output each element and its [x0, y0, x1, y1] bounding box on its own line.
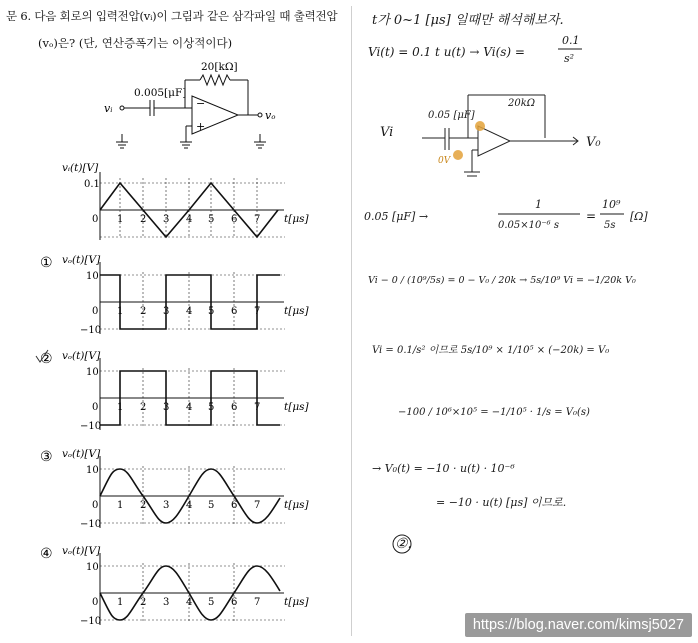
highlight-dot	[475, 121, 485, 131]
option-3-xtick: 3	[163, 500, 170, 511]
note-line-3-den2: 5s	[604, 220, 616, 231]
option-1-xunit: t[μs]	[284, 305, 309, 317]
note-circuit-vin: Vi	[380, 125, 394, 140]
note-circuit-vout: V₀	[586, 135, 601, 150]
option-1-xtick: 1	[117, 306, 124, 317]
option-4-yneg: −10	[80, 616, 102, 627]
input-xunit: t[μs]	[284, 213, 309, 225]
note-line-2-den: s²	[564, 52, 575, 65]
option-3-xunit: t[μs]	[284, 499, 309, 511]
input-xtick: 3	[163, 214, 170, 225]
input-xtick: 5	[208, 214, 215, 225]
option-1-yneg: −10	[80, 325, 102, 336]
opamp-plus: +	[196, 120, 206, 133]
input-xtick: 2	[140, 214, 147, 225]
note-circuit-cap: 0.05 [μF]	[428, 110, 475, 121]
option-3-xtick: 6	[231, 500, 238, 511]
option-4-xtick: 2	[140, 597, 147, 608]
option-3-ylabel: vₒ(t)[V]	[62, 448, 101, 460]
vout-label: vₒ	[265, 109, 276, 122]
option-4-xtick: 7	[254, 597, 261, 608]
option-4-graph	[0, 543, 350, 631]
option-1-xtick: 7	[254, 306, 261, 317]
option-3-graph	[0, 446, 350, 534]
note-line-5: Vi = 0.1/s² 이므로 5s/10⁹ × 1/10⁵ × (−20k) = V₀	[372, 345, 610, 356]
option-2-xtick: 7	[254, 402, 261, 413]
option-3-xtick: 7	[254, 500, 261, 511]
option-2-ypos: 10	[86, 367, 99, 378]
option-1-xtick: 6	[231, 306, 238, 317]
option-4-ylabel: vₒ(t)[V]	[62, 545, 101, 557]
blog-watermark: https://blog.naver.com/kimsj5027	[465, 613, 692, 637]
option-3-yneg: −10	[80, 519, 102, 530]
note-line-1: t가 0~1 [μs] 일때만 해석해보자.	[372, 13, 564, 28]
input-xtick: 7	[254, 214, 261, 225]
option-4-ypos: 10	[86, 562, 99, 573]
option-1-xtick: 4	[186, 306, 193, 317]
option-3-zero: 0	[92, 500, 99, 511]
note-line-3-eq: =	[586, 209, 597, 223]
question-line-2: (vₒ)은? (단, 연산증폭기는 이상적이다)	[38, 36, 233, 50]
option-3-ypos: 10	[86, 465, 99, 476]
option-1-number: ①	[40, 255, 53, 271]
option-2-ylabel: vₒ(t)[V]	[62, 350, 101, 362]
option-2-xtick: 6	[231, 402, 238, 413]
vin-label: vᵢ	[104, 102, 113, 115]
option-1-xtick: 3	[163, 306, 170, 317]
resistor-label: 20[kΩ]	[201, 61, 238, 73]
input-xtick: 1	[117, 214, 124, 225]
option-2-number: ②	[40, 351, 53, 367]
option-4-xtick: 5	[208, 597, 215, 608]
option-3-xtick: 4	[186, 500, 193, 511]
option-2-xunit: t[μs]	[284, 401, 309, 413]
capacitor-label: 0.005[μF]	[134, 87, 187, 99]
option-3-xtick: 5	[208, 500, 215, 511]
option-3-xtick: 2	[140, 500, 147, 511]
opamp-minus: −	[196, 97, 206, 110]
option-2-xtick: 3	[163, 402, 170, 413]
input-xtick: 4	[186, 214, 193, 225]
note-circuit-res: 20kΩ	[508, 98, 536, 109]
option-1-ylabel: vₒ(t)[V]	[62, 254, 101, 266]
note-line-2-num: 0.1	[562, 34, 580, 47]
option-4-zero: 0	[92, 597, 99, 608]
input-xtick: 6	[231, 214, 238, 225]
note-answer: ②.	[395, 536, 413, 552]
option-4-xtick: 4	[186, 597, 193, 608]
note-circuit-ov: 0V	[438, 156, 451, 166]
option-2-yneg: −10	[80, 421, 102, 432]
option-2-xtick: 5	[208, 402, 215, 413]
note-line-3-num: 1	[535, 198, 542, 211]
option-4-number: ④	[40, 546, 53, 562]
option-4-xtick: 6	[231, 597, 238, 608]
question-line-1: 문 6. 다음 회로의 입력전압(vᵢ)이 그림과 같은 삼각파일 때 출력전압	[6, 9, 338, 23]
option-2-graph	[0, 348, 350, 436]
note-line-3a: 0.05 [μF] →	[364, 210, 429, 223]
handwritten-solution	[350, 0, 698, 643]
note-line-4: Vi − 0 / (10⁹/5s) = 0 − V₀ / 20k → 5s/10⁹ Vi = −1/20k V₀	[368, 275, 636, 286]
note-line-3-num2: 10⁹	[602, 198, 621, 211]
note-line-7b: = −10 · u(t) [μs] 이므로.	[436, 496, 567, 509]
option-3-xtick: 1	[117, 500, 124, 511]
circuit-diagram	[0, 50, 350, 160]
option-1-graph	[0, 252, 350, 340]
input-waveform-graph	[0, 160, 350, 250]
option-3-number: ③	[40, 449, 53, 465]
input-zero: 0	[92, 214, 99, 225]
note-line-3-unit: [Ω]	[630, 210, 648, 223]
option-1-xtick: 2	[140, 306, 147, 317]
option-1-zero: 0	[92, 306, 99, 317]
note-line-7a: → V₀(t) = −10 · u(t) · 10⁻⁶	[372, 462, 515, 475]
input-ylabel: vᵢ(t)[V]	[62, 162, 99, 174]
note-line-3-den: 0.05×10⁻⁶ s	[498, 220, 559, 231]
option-2-xtick: 1	[117, 402, 124, 413]
option-4-xunit: t[μs]	[284, 596, 309, 608]
input-ytick: 0.1	[84, 179, 100, 190]
option-1-xtick: 5	[208, 306, 215, 317]
highlight-dot	[453, 150, 463, 160]
option-4-xtick: 1	[117, 597, 124, 608]
solution-notes	[350, 0, 698, 643]
note-line-2: Vi(t) = 0.1 t u(t) → Vi(s) =	[368, 45, 525, 59]
option-2-zero: 0	[92, 402, 99, 413]
option-4-xtick: 3	[163, 597, 170, 608]
option-2-xtick: 4	[186, 402, 193, 413]
option-2-xtick: 2	[140, 402, 147, 413]
note-line-6: −100 / 10⁶×10⁵ = −1/10⁵ · 1/s = V₀(s)	[398, 407, 590, 418]
option-1-ypos: 10	[86, 271, 99, 282]
